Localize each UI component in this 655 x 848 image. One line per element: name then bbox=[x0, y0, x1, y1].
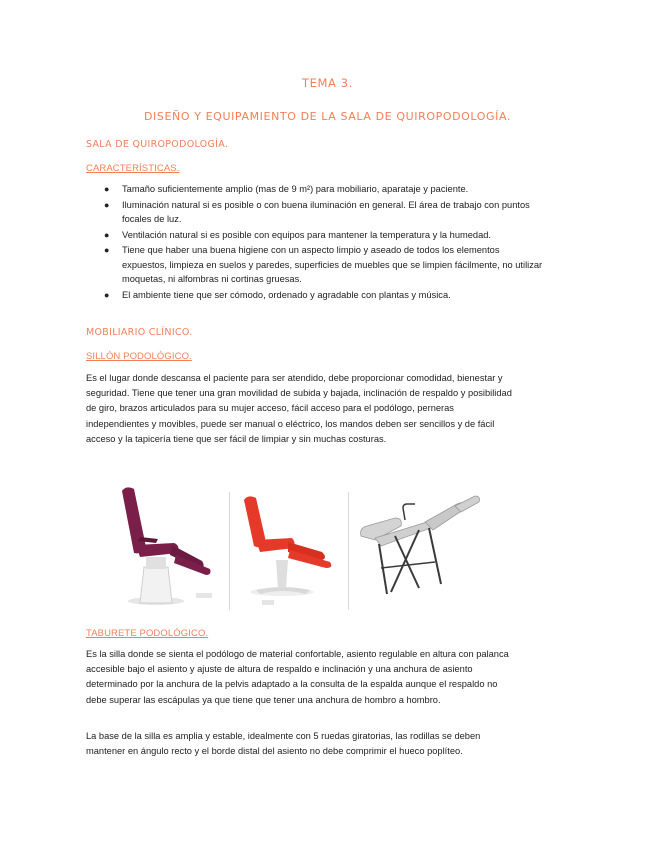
paragraph-taburete-2: La base de la silla es amplia y estable, idealmente con 5 ruedas giratorias, las rodillas se deben mantener en ángulo recto y el borde distal del asiento no debe comprimir el hueco poplíteo. bbox=[86, 731, 481, 757]
list-item: ● Iluminación natural si es posible o con buena iluminación en general. El área de trabajo con puntos focales de luz. bbox=[104, 199, 530, 224]
bullet-icon: ● bbox=[104, 229, 110, 240]
bullet-icon: ● bbox=[104, 245, 110, 255]
list-item: ● Tiene que haber una buena higiene con un aspecto limpio y aseado de todos los elementos expuestos, limpieza en suelos y paredes, superficies de muebles que se limpien fácilmente, no utilizar moquetas, ni alfombras ni cortinas gruesas. bbox=[104, 245, 543, 284]
image-divider bbox=[348, 492, 349, 610]
paragraph-sillon: Es el lugar donde descansa el paciente para ser atendido, debe proporcionar comodidad, bienestar y seguridad. Tiene que tener una gran movilidad de subida y bajada, inclinación de respaldo y posibilidad de giro, brazos articulados para su mujer acceso, fácil acceso para el podólogo, perneras independientes y movibles, puede ser manual o eléctrico, los mandos deben ser sencillos y de fácil acceso y la tapicería tiene que ser fácil de limpiar y sin muchas costuras. bbox=[86, 373, 512, 444]
paragraph-taburete-1: Es la silla donde se sienta el podólogo de material confortable, asiento regulable en altura con palanca accesible bajo el asiento y ajuste de altura de respaldo e inclinación y una anchura de asiento determinado por la anchura de la pelvis adaptado a la consulta de la espalda aunque el respaldo no debe superar las escápulas ya que tiene que tener una anchura de hombro a hombro. bbox=[86, 649, 509, 705]
list-item: ● Ventilación natural si es posible con equipos para mantener la temperatura y la humedad. bbox=[104, 228, 544, 243]
bullet-icon: ● bbox=[104, 199, 110, 210]
heading-taburete: TABURETE PODOLÓGICO. bbox=[86, 628, 209, 639]
heading-caracteristicas: CARACTERÍSTICAS. bbox=[86, 163, 180, 174]
podiatry-chair-red-image bbox=[236, 492, 344, 610]
doc-title-topic: TEMA 3. bbox=[302, 76, 353, 90]
characteristics-list bbox=[104, 182, 544, 303]
image-divider bbox=[229, 492, 230, 610]
list-item: ● El ambiente tiene que ser cómodo, ordenado y agradable con plantas y música. bbox=[104, 288, 544, 303]
section-heading-mobiliario: MOBILIARIO CLÍNICO. bbox=[86, 327, 193, 338]
list-item: ● Tamaño suficientemente amplio (mas de 9 m²) para mobiliario, aparataje y paciente. bbox=[104, 182, 544, 197]
bullet-icon: ● bbox=[104, 289, 110, 300]
heading-sillon: SILLÓN PODOLÓGICO. bbox=[86, 351, 192, 362]
bullet-icon: ● bbox=[104, 184, 110, 194]
doc-title-main: DISEÑO Y EQUIPAMIENTO DE LA SALA DE QUIROPODOLOGÍA. bbox=[143, 110, 511, 123]
podiatry-chair-purple-image bbox=[112, 485, 222, 610]
section-heading-sala: SALA DE QUIROPODOLOGÍA. bbox=[86, 139, 229, 150]
podiatry-chair-white-image bbox=[355, 492, 485, 604]
